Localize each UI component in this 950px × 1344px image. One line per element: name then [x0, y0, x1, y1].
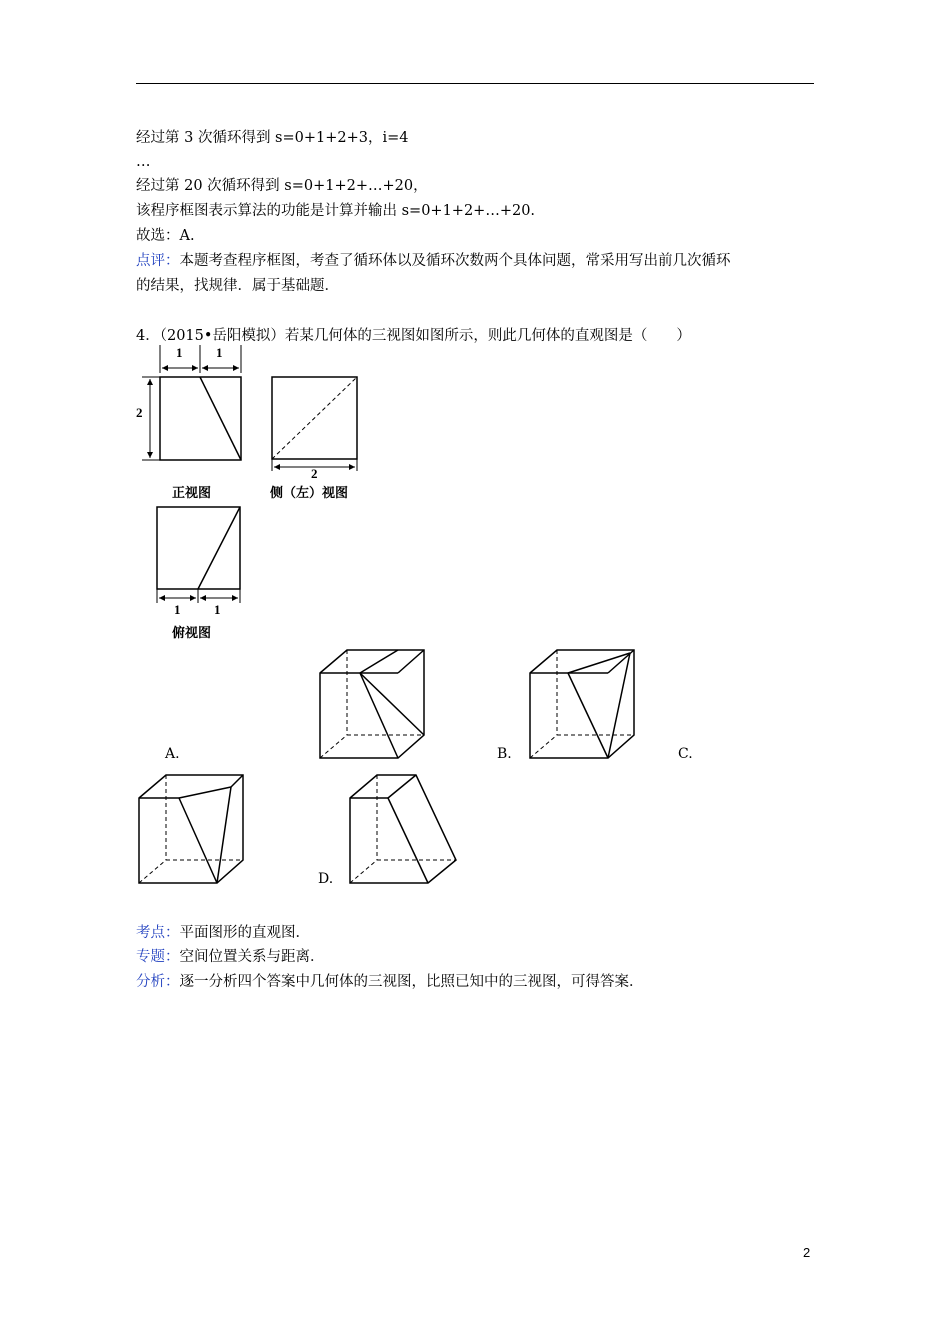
- side-view-figure: [270, 375, 365, 475]
- option-d-figure: [348, 773, 463, 888]
- option-d-label: D.: [318, 871, 334, 887]
- text-line-1: 经过第 3 次循环得到 s=0+1+2+3，i=4: [136, 130, 409, 146]
- kaodian-label: 考点：: [136, 925, 180, 941]
- top-view-caption: 俯视图: [172, 626, 212, 641]
- page-number: 2: [803, 1245, 811, 1260]
- zhuanti-line: [136, 947, 325, 967]
- comment-label: 点评：: [136, 253, 180, 269]
- comment-text-2: 的结果，找规律．属于基础题．: [136, 278, 339, 294]
- option-b-figure: [528, 648, 643, 763]
- option-b-label: B.: [497, 746, 512, 762]
- option-c-label: C.: [678, 746, 693, 762]
- dim-label-front-height: 2: [136, 405, 143, 420]
- dim-label-front-right: 1: [216, 345, 223, 360]
- dim-label-side-width: 2: [311, 466, 318, 481]
- fenxi-line: [136, 972, 644, 992]
- top-view-figure: [150, 505, 250, 610]
- dim-label-top-left: 1: [174, 602, 181, 617]
- answer-choice: 故选：A.: [136, 228, 195, 244]
- zhuanti-text: 空间位置关系与距离．: [179, 949, 325, 965]
- kaodian-line: [136, 923, 310, 943]
- question-text: 4．（2015•岳阳模拟）若某几何体的三视图如图所示，则此几何体的直观图是（ ）: [136, 328, 691, 344]
- header-rule: [136, 83, 814, 84]
- text-line-3: 经过第 20 次循环得到 s=0+1+2+…+20，: [136, 178, 428, 194]
- kaodian-text: 平面图形的直观图．: [179, 925, 310, 941]
- dim-label-top-right: 1: [214, 602, 221, 617]
- option-a-figure: [318, 648, 433, 763]
- comment-line-1: [136, 251, 731, 271]
- front-view-figure: [130, 345, 260, 485]
- front-view-caption: 正视图: [172, 486, 212, 501]
- text-ellipsis: …: [136, 154, 151, 170]
- fenxi-label: 分析：: [136, 974, 180, 990]
- text-line-4: 该程序框图表示算法的功能是计算并输出 s=0+1+2+…+20.: [136, 203, 536, 219]
- dim-label-front-left: 1: [176, 345, 183, 360]
- fenxi-text: 逐一分析四个答案中几何体的三视图，比照已知中的三视图，可得答案．: [179, 974, 644, 990]
- comment-text-1: 本题考查程序框图，考查了循环体以及循环次数两个具体问题，常采用写出前几次循环: [179, 253, 731, 269]
- option-c-figure: [137, 773, 252, 888]
- zhuanti-label: 专题：: [136, 949, 180, 965]
- option-a-label: A.: [165, 746, 180, 762]
- side-view-caption: 侧（左）视图: [270, 486, 349, 501]
